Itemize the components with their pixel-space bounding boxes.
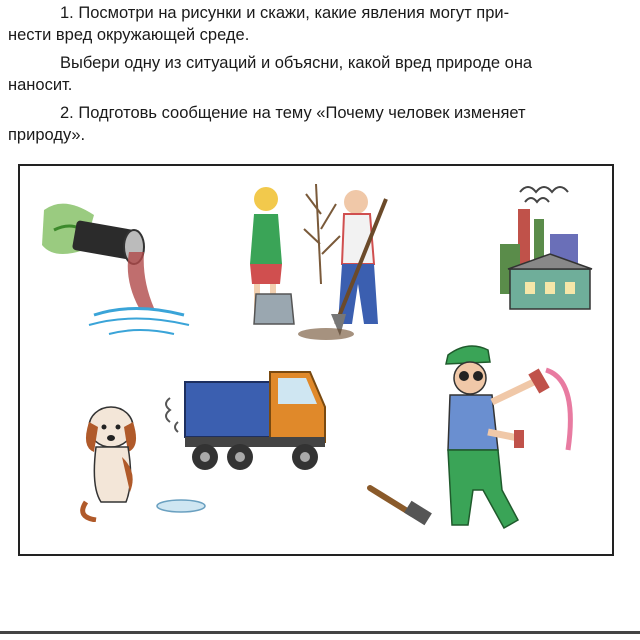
task-text <box>8 2 614 152</box>
task1-line2: нести вред окружающей среде. <box>8 26 250 44</box>
page-bottom-rule <box>0 631 640 634</box>
dump-truck-exhaust-icon <box>160 362 340 482</box>
task1-line1: 1. Посмотри на рисунки и скажи, какие явления могут при- <box>60 4 510 22</box>
factory-smoke-icon <box>490 174 600 324</box>
task2-line2: природу». <box>8 126 86 144</box>
task1-extra-line1: Выбери одну из ситуаций и объясни, какой вред природе она <box>60 54 533 72</box>
task1-paragraph <box>8 2 614 46</box>
task2-line1: 2. Подготовь сообщение на тему «Почему человек изменяет <box>60 104 526 122</box>
children-planting-tree-icon <box>236 174 416 349</box>
illustration-frame <box>18 164 614 556</box>
boy-spray-paint-icon <box>428 340 608 540</box>
task2-paragraph <box>8 102 614 146</box>
task1-extra-paragraph <box>8 52 614 96</box>
hammer-icon <box>366 480 436 530</box>
pipe-pollution-icon <box>34 190 194 340</box>
task1-extra-line2: наносит. <box>8 76 73 94</box>
